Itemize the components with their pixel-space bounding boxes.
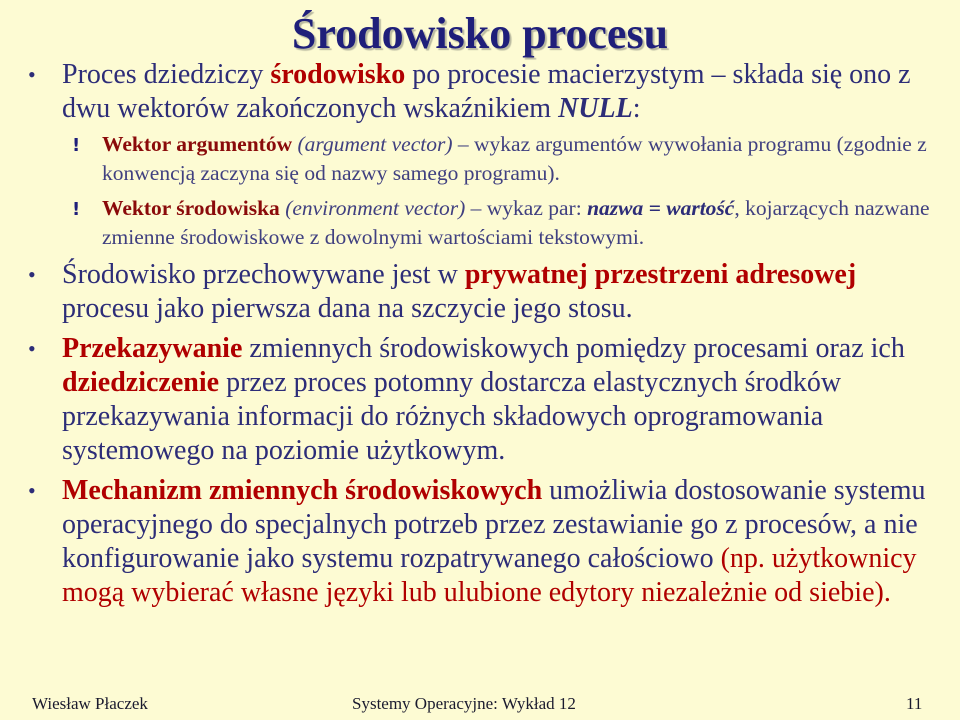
exclamation-bullet-icon: ! — [72, 135, 81, 156]
sub-environment-vector: ! Wektor środowiska (environment vector) – wykaz par: nazwa = wartość, kojarzących nazwane zmienne środowiskowe z dowolnymi wartościami tekstowymi. — [72, 196, 930, 249]
slide-title: Środowisko procesu — [291, 9, 669, 58]
slide-content — [24, 58, 949, 610]
bullet-dot-icon: • — [28, 62, 36, 87]
bullet-dot-icon: • — [28, 262, 36, 287]
name-value-pair: nazwa = wartość — [587, 196, 735, 220]
bullet-dot-icon: • — [28, 336, 36, 361]
bullet-inheritance: • Proces dziedziczy środowisko po procesie macierzystym – składa się ono z dwu wektorów zakończonych wskaźnikiem NULL: — [28, 59, 911, 124]
exclamation-bullet-icon: ! — [72, 199, 81, 220]
footer-course: Systemy Operacyjne: Wykład 12 — [352, 694, 576, 713]
bullet-storage: • Środowisko przechowywane jest w prywatnej przestrzeni adresowej procesu jako pierwsza dana na szczycie jego stosu. — [28, 259, 857, 324]
example-note: (np. użytkownicy mogą wybierać własne języki lub ulubione edytory niezależnie od siebie). — [62, 543, 917, 608]
keyword-null: NULL — [558, 93, 633, 124]
bullet-mechanism: • Mechanizm zmiennych środowiskowych umożliwia dostosowanie systemu operacyjnego do specjalnych potrzeb przez zestawianie go z procesów, a nie konfigurowanie jako systemu rozpatrywanego całościowo (np. użytkownicy mogą wybierać własne języki lub ulubione edytory niezależnie od siebie). — [28, 475, 926, 608]
environment-vector-heading: Wektor środowiska — [102, 196, 280, 220]
keyword-environment: środowisko — [270, 59, 406, 90]
footer-author: Wiesław Płaczek — [32, 694, 148, 713]
keyword-private-address-space: prywatnej przestrzeni adresowej — [464, 259, 857, 290]
footer-page-number: 11 — [906, 694, 923, 713]
bullet-dot-icon: • — [28, 478, 36, 503]
keyword-mechanism: Mechanizm zmiennych środowiskowych — [62, 475, 543, 506]
bullet-passing: • Przekazywanie zmiennych środowiskowych pomiędzy procesami oraz ich dziedziczenie przez proces potomny dostarcza elastycznych środków przekazywania informacji do różnych składowych oprogramowania systemowego na poziomie użytkowym. — [28, 333, 905, 466]
keyword-passing: Przekazywanie — [62, 333, 243, 364]
sub-argument-vector: ! Wektor argumentów (argument vector) – wykaz argumentów wywołania programu (zgodnie z konwencją zaczyna się od nazwy samego programu). — [72, 132, 927, 185]
keyword-inheritance: dziedziczenie — [62, 367, 220, 398]
argument-vector-heading: Wektor argumentów — [102, 132, 293, 156]
